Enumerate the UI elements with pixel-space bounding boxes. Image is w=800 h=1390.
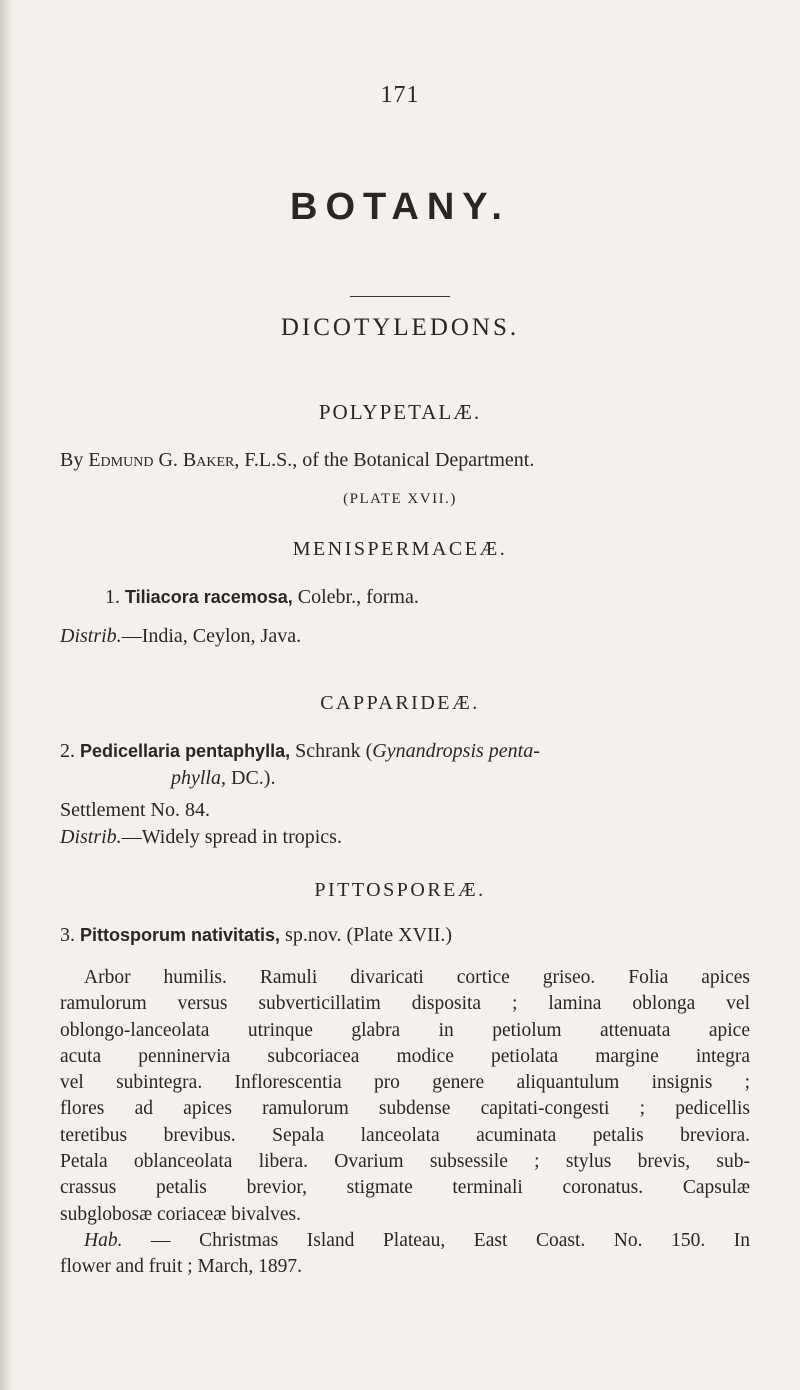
description-line: Petala oblanceolata libera. Ovarium subsessile ; stylus brevis, sub- bbox=[60, 1151, 750, 1173]
synonym-tail: DC.). bbox=[226, 767, 276, 789]
synonym-part-1: Gynandropsis penta- bbox=[372, 740, 540, 762]
subclass-heading: POLYPETALÆ. bbox=[318, 400, 482, 424]
species-name: Pedicellaria pentaphylla, bbox=[80, 741, 291, 761]
habitat-line bbox=[60, 1228, 750, 1254]
species-authority: Colebr., forma. bbox=[292, 586, 419, 608]
page-title: BOTANY. bbox=[290, 186, 510, 228]
description-line: vel subintegra. Inflorescentia pro genere aliquantulum insignis ; bbox=[60, 1072, 750, 1094]
species-entry-2 bbox=[60, 738, 750, 792]
family-heading-capparideae: CAPPARIDEÆ. bbox=[320, 692, 480, 714]
species-entry-1 bbox=[105, 584, 419, 611]
synonym-part-2: phylla, bbox=[171, 767, 226, 789]
family-heading-menispermaceae: MENISPERMACEÆ. bbox=[292, 538, 508, 560]
title-divider bbox=[350, 296, 450, 297]
distrib-text: —India, Ceylon, Java. bbox=[121, 625, 302, 647]
description-line: teretibus brevibus. Sepala lanceolata acuminata petalis breviora. bbox=[60, 1124, 750, 1146]
description-line: oblongo-lanceolata utrinque glabra in petiolum attenuata apice bbox=[60, 1019, 750, 1041]
description-line: acuta penninervia subcoriacea modice petiolata margine integra bbox=[60, 1045, 750, 1067]
habitat-label: Hab. bbox=[84, 1229, 123, 1251]
entry-number: 3. bbox=[60, 924, 75, 946]
description-line: ramulorum versus subverticillatim disposita ; lamina oblonga vel bbox=[60, 993, 750, 1015]
species-name: Pittosporum nativitatis, bbox=[80, 925, 281, 945]
species-description bbox=[60, 965, 750, 1281]
distribution-2 bbox=[60, 826, 342, 849]
division-heading: DICOTYLEDONS. bbox=[280, 314, 520, 341]
byline-suffix: , F.L.S., of the Botanical Department. bbox=[234, 449, 535, 471]
species-authority: sp.nov. (Plate XVII.) bbox=[280, 924, 453, 946]
distrib-label: Distrib. bbox=[60, 826, 122, 848]
entry-number: 2. bbox=[60, 740, 75, 762]
distrib-text: —Widely spread in tropics. bbox=[121, 826, 342, 848]
entry-number: 1. bbox=[105, 586, 120, 608]
description-line: crassus petalis brevior, stigmate terminali coronatus. Capsulæ bbox=[60, 1177, 750, 1199]
distribution-1 bbox=[60, 625, 301, 648]
species-name: Tiliacora racemosa, bbox=[125, 587, 293, 607]
habitat-line-2: flower and fruit ; March, 1897. bbox=[60, 1256, 303, 1278]
species-entry-3 bbox=[60, 922, 452, 949]
habitat-text: — Christmas Island Plateau, East Coast. No. 150. In bbox=[122, 1229, 750, 1251]
plate-reference: (PLATE XVII.) bbox=[343, 491, 457, 507]
description-line: Arbor humilis. Ramuli divaricati cortice griseo. Folia apices bbox=[84, 967, 750, 988]
description-line: flores ad apices ramulorum subdense capitati-congesti ; pedicellis bbox=[60, 1098, 750, 1120]
author-name: Edmund G. Baker bbox=[88, 449, 235, 471]
species-authority: Schrank ( bbox=[290, 740, 373, 762]
author-byline bbox=[60, 449, 760, 472]
byline-prefix: By bbox=[60, 449, 89, 471]
settlement-note: Settlement No. 84. bbox=[60, 799, 210, 821]
distrib-label: Distrib. bbox=[60, 625, 122, 647]
page-number: 171 bbox=[380, 82, 420, 108]
family-heading-pittosporeae: PITTOSPOREÆ. bbox=[314, 879, 486, 901]
description-line: subglobosæ coriaceæ bivalves. bbox=[60, 1203, 301, 1225]
